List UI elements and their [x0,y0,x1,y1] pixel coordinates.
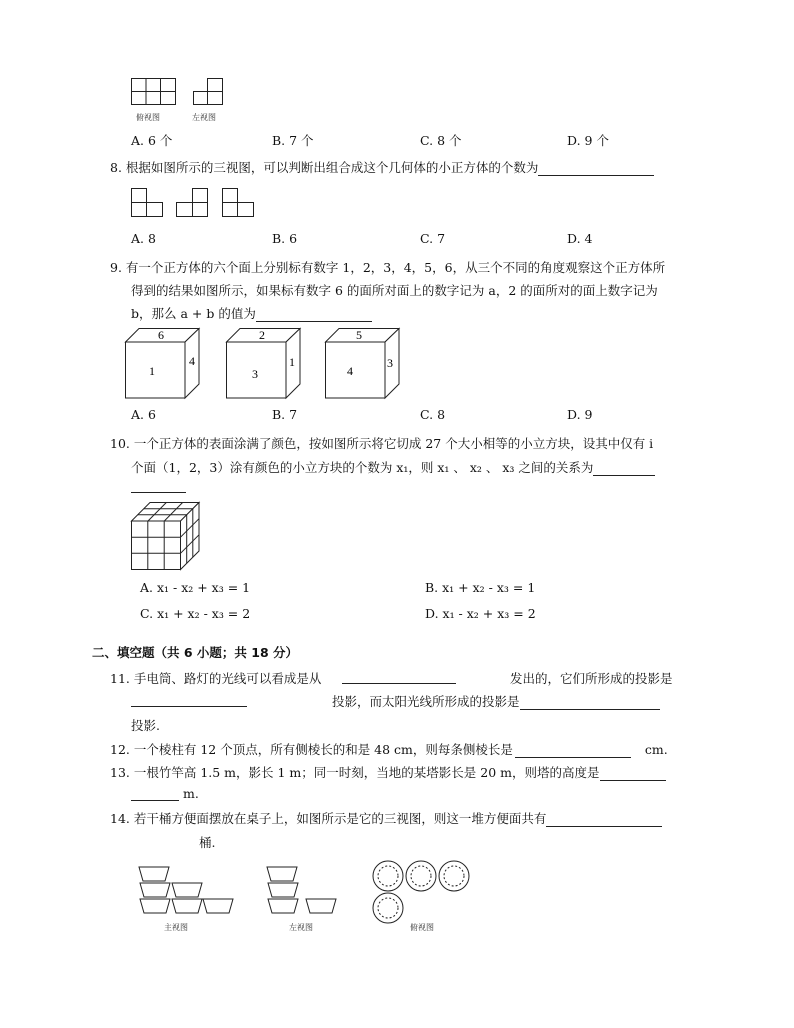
q14-side-view-label: 左视图 [289,923,313,932]
q7-option-d[interactable]: D. 9 个 [567,133,609,148]
q13-text-continued: m. [131,786,199,801]
q7-option-a[interactable]: A. 6 个 [131,133,173,148]
q8-option-d[interactable]: D. 4 [567,231,593,246]
q11-blank-3[interactable] [520,695,660,710]
q11-blank-1[interactable] [342,669,456,684]
q14-top-view [372,860,470,926]
q14-top-view-label: 俯视图 [410,923,434,932]
q9-cube-2-top: 2 [259,328,265,342]
q9-cube-1-top: 6 [158,328,164,342]
q9-cube-3-side: 3 [387,356,393,370]
q9-cube-3-top: 5 [356,328,362,342]
q8-side-view [176,188,209,218]
q11-text-part4: 投影. [131,718,160,733]
q9-answer-blank[interactable] [256,307,372,322]
q9-text-line2: 得到的结果如图所示，如果标有数字 6 的面所对面上的数字记为 a，2 的面所对的面上数字记为 [131,283,658,298]
q8-front-view [131,188,164,218]
q14-answer-blank[interactable] [546,812,662,827]
q10-option-a[interactable]: A. x₁ - x₂ + x₃ = 1 [140,580,251,595]
q14-front-view-label: 主视图 [164,923,188,932]
q8-option-a[interactable]: A. 8 [131,231,156,246]
q10-text-line1: 10. 一个正方体的表面涂满了颜色，按如图所示将它切成 27 个大小相等的小立方块，设其中仅有 i [110,436,654,451]
q13-answer-blank-continued[interactable] [131,786,179,801]
q13-answer-blank[interactable] [600,766,666,781]
q9-cube-3 [325,328,401,400]
q14-text: 14. 若干桶方便面摆放在桌子上，如图所示是它的三视图，则这一堆方便面共有 [110,809,662,827]
q9-option-a[interactable]: A. 6 [131,407,156,422]
q9-cube-1 [125,328,201,400]
q12-answer-blank[interactable] [515,743,631,758]
q8-option-c[interactable]: C. 7 [420,231,446,246]
q8-question-text: 8. 根据如图所示的三视图，可以判断出组合成这个几何体的小正方体的个数为 [110,158,654,176]
q12-text: 12. 一个棱柱有 12 个顶点，所有侧棱长的和是 48 cm，则每条侧棱长是 cm. [110,742,668,757]
section-2-title: 二、填空题（共 6 小题；共 18 分） [92,645,299,660]
q9-cube-2-front: 3 [252,367,258,381]
q10-text-line2: 个面（1，2，3）涂有颜色的小立方块的个数为 x₁，则 x₁ 、 x₂ 、 x₃ 之间的关系为 [131,458,655,476]
q8-top-view [222,188,255,218]
q14-side-view [266,866,338,916]
q14-front-view [138,866,234,916]
q7-view-label-left: 左视图 [192,113,216,122]
q10-rubik-cube [131,502,201,570]
q9-cube-2 [226,328,302,400]
q7-option-c[interactable]: C. 8 个 [420,133,462,148]
q9-cube-1-front: 1 [149,364,155,378]
q7-option-b[interactable]: B. 7 个 [272,133,314,148]
q14-text-continued: 桶. [199,835,216,850]
q11-text-part3: 投影，而太阳光线所形成的投影是 [332,692,660,710]
q7-view-label-top: 俯视图 [136,113,160,122]
q11-text-part1: 11. 手电筒、路灯的光线可以看成是从 [110,671,322,686]
q10-answer-blank-continued[interactable] [131,478,186,493]
q11-text-part2: 发出的，它们所形成的投影是 [510,671,673,686]
q9-cube-3-front: 4 [347,364,353,378]
q8-answer-blank[interactable] [538,161,654,176]
q10-answer-blank[interactable] [593,461,655,476]
q10-option-c[interactable]: C. x₁ + x₂ - x₃ = 2 [140,606,251,621]
q9-option-c[interactable]: C. 8 [420,407,446,422]
q8-option-b[interactable]: B. 6 [272,231,298,246]
q10-option-d[interactable]: D. x₁ - x₂ + x₃ = 2 [425,606,536,621]
q13-text: 13. 一根竹竿高 1.5 m，影长 1 m；同一时刻，当地的某塔影长是 20 m，则塔的高度是 [110,763,666,781]
q9-cube-2-side: 1 [289,355,295,369]
q9-option-b[interactable]: B. 7 [272,407,298,422]
q9-cube-1-side: 4 [189,354,195,368]
q7-top-view-figure [131,78,177,106]
q11-blank-2[interactable] [131,692,247,707]
q9-text-line1: 9. 有一个正方体的六个面上分别标有数字 1，2，3，4，5，6，从三个不同的角度观察这个正方体所 [110,260,666,275]
q7-left-view-figure [193,78,225,106]
q9-option-d[interactable]: D. 9 [567,407,593,422]
q9-text-line3: b，那么 a + b 的值为 [131,304,372,322]
q10-option-b[interactable]: B. x₁ + x₂ - x₃ = 1 [425,580,536,595]
